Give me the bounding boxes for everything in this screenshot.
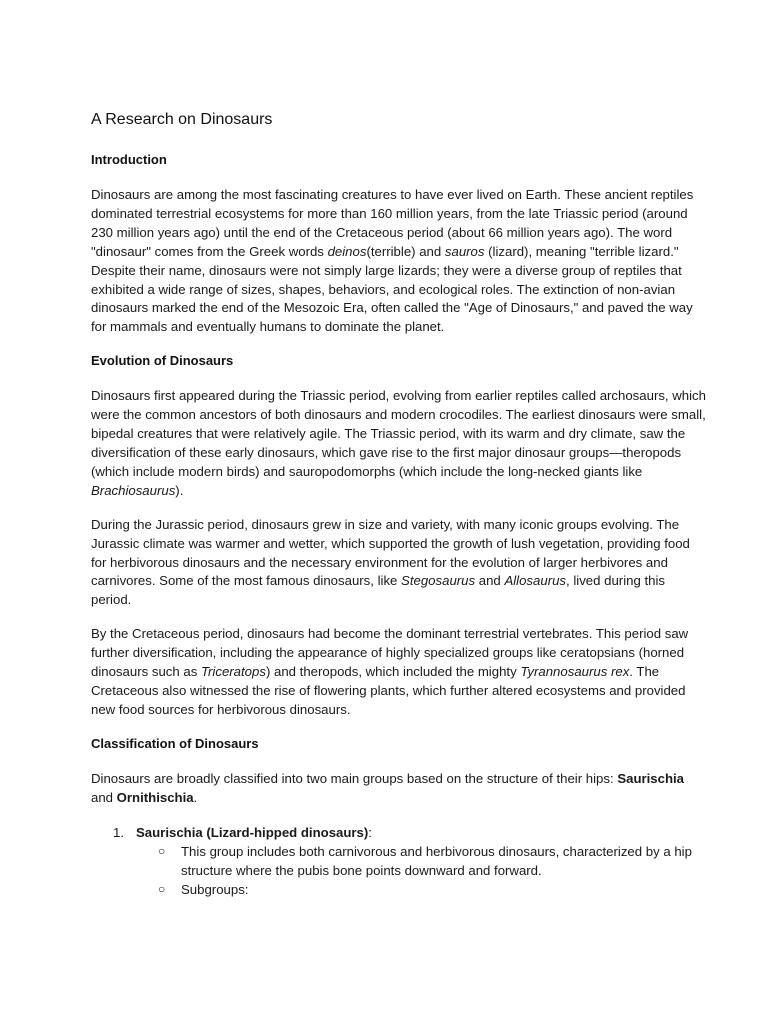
text-run: (terrible) and bbox=[366, 243, 445, 259]
text-run: , lived during this period. bbox=[91, 573, 665, 608]
text-run: Dinosaurs are among the most fascinating creatures to have ever lived on Earth. These ancient reptiles dominated terrestrial ecosystems for more than 160 million years, from the late Triassic period (around 230 million years ago) until the end of the Cretaceous period (about 66 million years ago). The word "dinosaur" comes from the Greek words bbox=[91, 187, 694, 259]
italic-run: Allosaurus bbox=[504, 573, 567, 589]
sub-list bbox=[136, 842, 708, 899]
italic-run: Tyrannosaurus rex bbox=[520, 664, 630, 680]
italic-run: sauros bbox=[444, 243, 485, 259]
text-run: and bbox=[475, 573, 505, 589]
text-run: . The Cretaceous also witnessed the rise of flowering plants, which further altered ecosystems and provided new food sources for herbivorous dinosaurs. bbox=[91, 664, 686, 717]
document-title: A Research on Dinosaurs bbox=[91, 111, 273, 128]
list-item-title: Saurischia (Lizard-hipped dinosaurs) bbox=[136, 824, 369, 840]
italic-run: Brachiosaurus bbox=[91, 482, 176, 498]
text-run: . bbox=[193, 789, 198, 805]
sub-list-item bbox=[136, 842, 708, 880]
paragraph-evolution-cretaceous bbox=[91, 625, 708, 720]
circle-bullet-icon: ○ bbox=[158, 843, 166, 858]
paragraph-classification bbox=[91, 770, 708, 808]
italic-run: Stegosaurus bbox=[401, 573, 476, 589]
text-run: ). bbox=[175, 482, 184, 498]
bold-run: Ornithischia bbox=[116, 789, 194, 805]
list-number: 1. bbox=[113, 824, 124, 840]
heading-introduction: Introduction bbox=[91, 152, 167, 167]
text-run: By the Cretaceous period, dinosaurs had become the dominant terrestrial vertebrates. This period saw further diversification, including the appearance of highly specialized groups like ceratopsians (horned dinosaurs such as bbox=[91, 626, 689, 680]
italic-run: Triceratops bbox=[200, 664, 266, 680]
text-run: Dinosaurs first appeared during the Triassic period, evolving from earlier reptiles called archosaurs, which were the common ancestors of both dinosaurs and modern crocodiles. The earliest dinosaurs were small, bipedal creatures that were relatively agile. The Triassic period, with its warm and dry climate, saw the diversification of these early dinosaurs, which gave rise to the first major dinosaur groups—theropods (which include modern birds) and sauropodomorphs (which include the long-necked giants like bbox=[91, 388, 706, 479]
text-run: ) and theropods, which included the mighty bbox=[265, 664, 521, 680]
paragraph-introduction bbox=[91, 186, 708, 337]
text-run: During the Jurassic period, dinosaurs grew in size and variety, with many iconic groups evolving. The Jurassic climate was warmer and wetter, which supported the growth of lush vegetation, providing food for herbivorous dinosaurs and the necessary environment for the evolution of larger herbivores and carnivores. Some of the most famous dinosaurs, like bbox=[91, 516, 690, 589]
text-run: (lizard), meaning "terrible lizard." Despite their name, dinosaurs were not simply large lizards; they were a diverse group of reptiles that exhibited a wide range of sizes, shapes, behaviors, and ecological roles. The extinction of non-avian dinosaurs marked the end of the Mesozoic Era, often called the "Age of Dinosaurs," and paved the way for mammals and eventually humans to dominate the planet. bbox=[91, 243, 693, 335]
bold-run: Saurischia bbox=[617, 770, 685, 786]
text-run: and bbox=[91, 789, 117, 805]
circle-bullet-icon: ○ bbox=[158, 881, 166, 896]
sub-list-item-text: Subgroups: bbox=[181, 881, 249, 897]
sub-list-item bbox=[136, 880, 708, 899]
list-item-saurischia bbox=[91, 823, 708, 899]
heading-classification: Classification of Dinosaurs bbox=[91, 735, 259, 751]
paragraph-evolution-jurassic bbox=[91, 516, 708, 611]
sub-list-item-text: This group includes both carnivorous and herbivorous dinosaurs, characterized by a hip structure where the pubis bone points downward and forward. bbox=[181, 843, 692, 878]
list-item-suffix: : bbox=[368, 824, 372, 840]
italic-run: deinos bbox=[327, 243, 367, 259]
text-run: Dinosaurs are broadly classified into two main groups based on the structure of their hips: bbox=[91, 770, 618, 786]
heading-evolution: Evolution of Dinosaurs bbox=[91, 353, 234, 369]
paragraph-evolution-triassic bbox=[91, 387, 708, 500]
classification-list bbox=[91, 823, 708, 899]
